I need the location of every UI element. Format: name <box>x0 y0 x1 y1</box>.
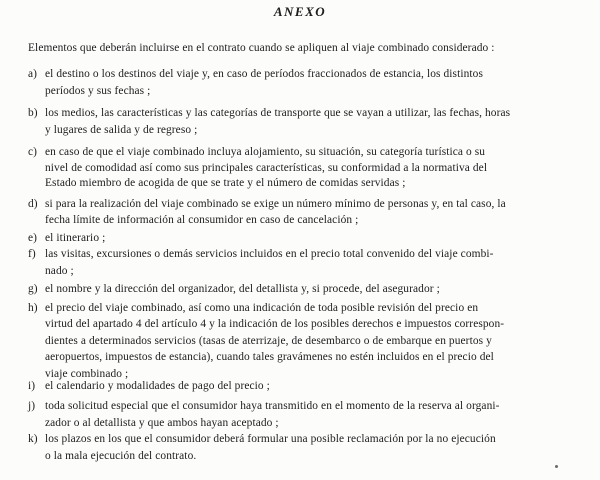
list-item <box>28 105 590 139</box>
text-line: si para la realización del viaje combinado se exige un número mínimo de personas y, en tal caso, la <box>45 198 506 210</box>
text-line: el nombre y la dirección del organizador, del detallista y, si procede, del asegurador ; <box>45 283 440 295</box>
list-item <box>28 431 590 465</box>
list-item-letter: b) <box>28 107 38 119</box>
text-line: el destino o los destinos del viaje y, en caso de períodos fraccionados de estancia, los distintos <box>45 68 484 80</box>
list-item-letter: h) <box>28 302 38 314</box>
page-title: ANEXO <box>273 4 327 19</box>
list-item <box>28 230 590 247</box>
text-line: nivel de comodidad así como sus principales características, su conformidad a la normativa del <box>45 161 488 174</box>
list-item-text <box>45 281 590 298</box>
text-line: Estado miembro de acogida de que se trate y el número de comidas servidas ; <box>45 177 406 190</box>
list-item-letter: j) <box>28 400 36 412</box>
list-item-text <box>45 145 590 192</box>
text-line: o la mala ejecución del contrato. <box>45 450 197 462</box>
list-item <box>28 145 590 192</box>
text-line: en caso de que el viaje combinado incluya alojamiento, su situación, su categoría turística o su <box>45 146 486 158</box>
list-item <box>28 281 590 298</box>
text-line: aeropuertos, impuestos de estancia), cuando tales gravámenes no estén incluidos en el precio del <box>45 351 494 364</box>
list-item <box>28 66 590 100</box>
intro-paragraph: Elementos que deberán incluirse en el contrato cuando se apliquen al viaje combinado considerado : <box>28 42 495 54</box>
list-item-text <box>45 66 590 100</box>
list-item-text <box>45 398 590 432</box>
text-line: el calendario y modalidades de pago del precio ; <box>45 380 270 392</box>
list-item-text <box>45 105 590 139</box>
list-item-text <box>45 196 590 229</box>
list-item-letter: e) <box>28 232 38 244</box>
list-item-text <box>45 431 590 465</box>
list-item <box>28 246 590 279</box>
list-item-letter: k) <box>28 433 38 445</box>
text-line: el itinerario ; <box>45 232 106 244</box>
list-item-text <box>45 300 590 382</box>
list-item-letter: c) <box>28 146 38 158</box>
text-line: viaje combinado ; <box>45 367 129 380</box>
text-line: nado ; <box>45 264 74 277</box>
list-item-letter: g) <box>28 283 38 295</box>
text-line: dientes a determinados servicios (tasas de aterrizaje, de desembarco o de embarque en puertos y <box>45 334 492 347</box>
list-item-text <box>45 246 590 279</box>
text-line: períodos y sus fechas ; <box>45 85 151 98</box>
list-item-letter: f) <box>28 248 36 260</box>
text-line: toda solicitud especial que el consumidor haya transmitido en el momento de la reserva al organi- <box>45 400 500 412</box>
list-item <box>28 196 590 229</box>
text-line: las visitas, excursiones o demás servicios incluidos en el precio total convenido del viaje combi- <box>45 248 494 260</box>
list-item-letter: d) <box>28 198 38 210</box>
text-line: los medios, las características y las categorías de transporte que se vayan a utilizar, las fechas, horas <box>45 107 511 119</box>
text-line: los plazos en los que el consumidor deberá formular una posible reclamación por la no ejecución <box>45 433 496 445</box>
list-item-letter: a) <box>28 68 38 80</box>
text-line: el precio del viaje combinado, así como una indicación de toda posible revisión del precio en <box>45 302 479 314</box>
list-item-text <box>45 378 590 395</box>
list-item <box>28 398 590 432</box>
list-item <box>28 300 590 382</box>
text-line: y lugares de salida y de regreso ; <box>45 124 198 137</box>
list-item-letter: i) <box>28 380 36 392</box>
text-line: virtud del apartado 4 del artículo 4 y la indicación de los posibles derechos e impuestos correspon- <box>45 318 505 331</box>
list-item <box>28 378 590 395</box>
text-line: fecha límite de información al consumidor en caso de cancelación ; <box>45 214 359 227</box>
scan-speck <box>555 465 558 468</box>
text-line: zador o al detallista y que ambos hayan aceptado ; <box>45 416 279 429</box>
list-item-text <box>45 230 590 247</box>
